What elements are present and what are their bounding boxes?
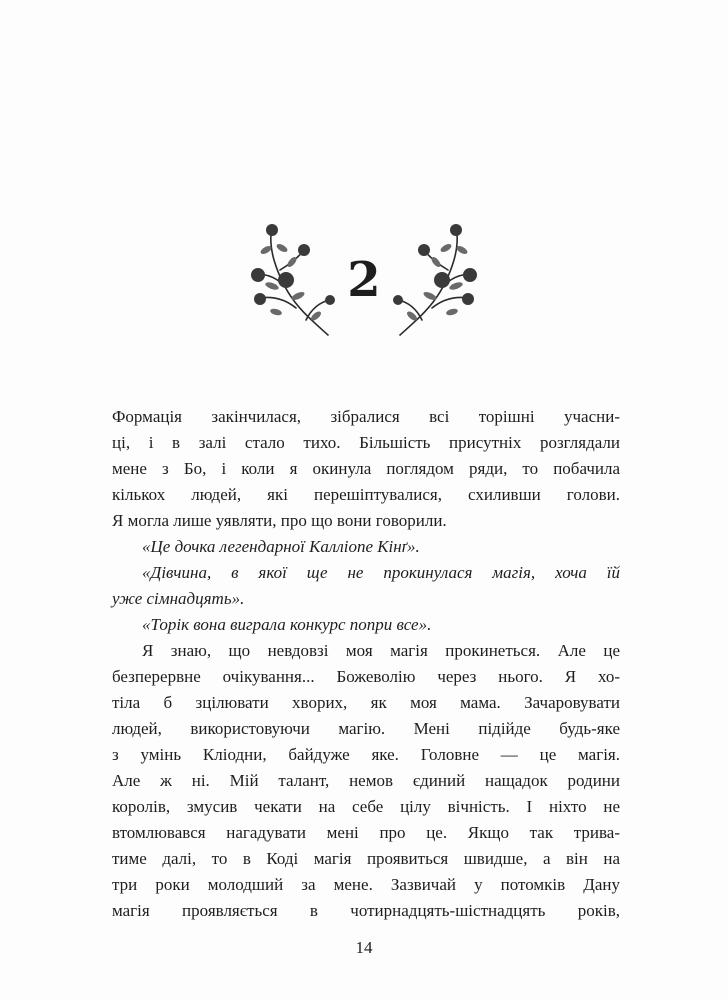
text-line: тіла б зцілювати хворих, як моя мама. Зачаровувати <box>112 693 620 712</box>
chapter-number: 2 <box>347 252 381 308</box>
text-line: кількох людей, які перешіптувалися, схиливши голови. <box>112 485 620 504</box>
text-line: «Це дочка легендарної Калліопе Кінґ». <box>142 537 420 556</box>
text-line: з умінь Кліодни, байдуже яке. Головне — це магія. <box>112 745 620 764</box>
text-line: мене з Бо, і коли я окинула поглядом ряди, то побачила <box>112 459 620 478</box>
text-line: Я могла лише уявляти, про що вони говорили. <box>112 511 447 530</box>
text-line: ці, і в залі стало тихо. Більшість присутніх розглядали <box>112 433 620 452</box>
text-line: три роки молодший за мене. Зазвичай у потомків Дану <box>112 875 620 894</box>
text-line: уже сімнадцять». <box>112 589 245 608</box>
text-line: королів, змусив чекати на себе цілу вічність. І ніхто не <box>112 797 620 816</box>
page-number: 14 <box>355 938 373 957</box>
text-line: Формація закінчилася, зібралися всі торішні учасни- <box>112 407 620 426</box>
text-line: тиме далі, то в Коді магія проявиться швидше, а він на <box>112 849 620 868</box>
text-line: безперервне очікування... Божеволію через нього. Я хо- <box>112 667 620 686</box>
text-line: людей, використовуючи магію. Мені підійде будь-яке <box>112 719 620 738</box>
text-line: «Торік вона виграла конкурс попри все». <box>142 615 432 634</box>
text-line: Але ж ні. Мій талант, немов єдиний нащадок родини <box>112 771 620 790</box>
text-line: магія проявляється в чотирнадцять-шістнадцять років, <box>112 901 620 920</box>
chapter-body-text <box>112 404 620 924</box>
text-line: Я знаю, що невдовзі моя магія прокинеться. Але це <box>142 641 620 660</box>
text-line: «Дівчина, в якої ще не прокинулася магія, хоча їй <box>142 563 620 582</box>
text-line: втомлювався нагадувати мені про це. Якщо так трива- <box>112 823 620 842</box>
